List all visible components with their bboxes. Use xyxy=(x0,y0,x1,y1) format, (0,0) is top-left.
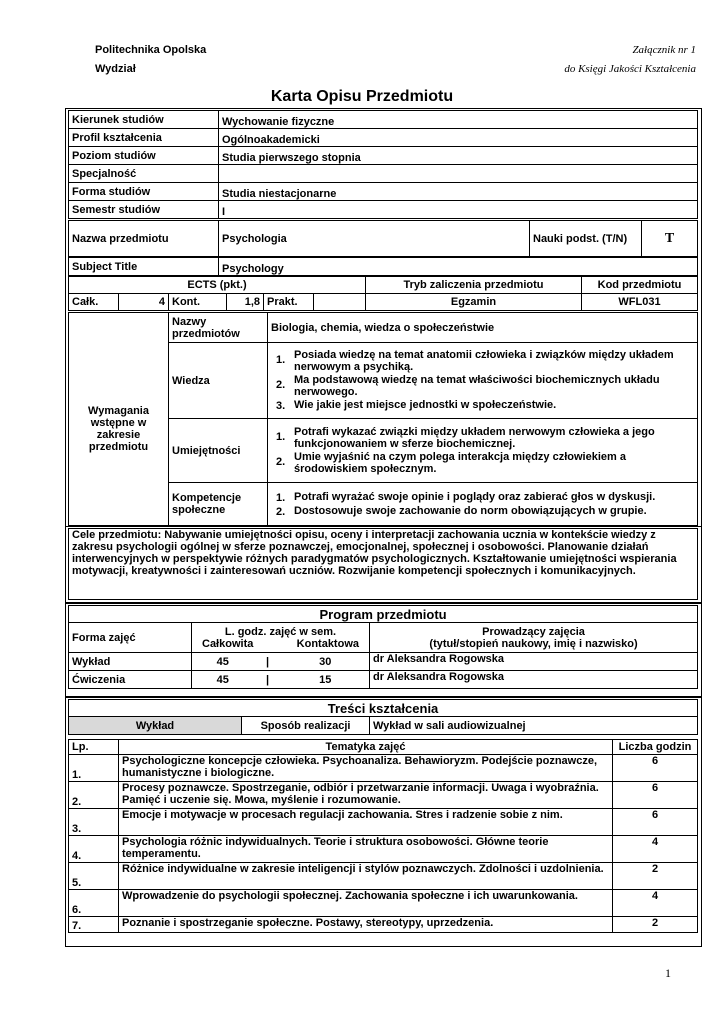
subject-title-value: Psychology xyxy=(219,258,698,276)
ects-table xyxy=(68,276,698,311)
content-title: Treści kształcenia xyxy=(69,700,698,717)
course-code-header: Kod przedmiotu xyxy=(582,277,698,294)
table-row: 2. Procesy poznawcze. Spostrzeganie, odbiór i przetwarzanie informacji. Uwaga i wyobraźnia. Pamięć i uczenie się. Mowa, myślenie i rozumowanie. 6 xyxy=(69,782,698,809)
table-row: 4. Psychologia różnic indywidualnych. Teorie i struktura osobowości. Główne teorie temperamentu. 4 xyxy=(69,836,698,863)
method-label: Sposób realizacji xyxy=(242,717,370,735)
content-header-table xyxy=(68,699,698,735)
requirements-table xyxy=(68,312,698,526)
content-type: Wykład xyxy=(69,717,242,735)
knowledge-label: Wiedza xyxy=(169,343,268,419)
basic-sciences-value: T xyxy=(642,221,698,257)
method-value: Wykład w sali audiowizualnej xyxy=(370,717,698,735)
table-row: Wykład 45 | 30 dr Aleksandra Rogowska xyxy=(69,653,698,671)
skills-list xyxy=(268,419,698,483)
hours-column-header: L. godz. zajęć w sem. Całkowita Kontaktowa xyxy=(192,623,370,653)
info-label: Profil kształcenia xyxy=(69,129,219,147)
info-value: Wychowanie fizyczne xyxy=(219,111,698,129)
info-label: Specjalność xyxy=(69,165,219,183)
info-row xyxy=(69,201,698,219)
info-label: Poziom studiów xyxy=(69,147,219,165)
table-row: Ćwiczenia 45 | 15 dr Aleksandra Rogowska xyxy=(69,671,698,689)
table-row: 6. Wprowadzenie do psychologii społecznej. Zachowania społeczne i ich uwarunkowania. 4 xyxy=(69,890,698,917)
topic-header: Tematyka zajęć xyxy=(119,740,613,755)
basic-sciences-label: Nauki podst. (T/N) xyxy=(530,221,642,257)
info-row xyxy=(69,147,698,165)
info-value: Studia pierwszego stopnia xyxy=(219,147,698,165)
course-name-label: Nazwa przedmiotu xyxy=(69,221,219,257)
topics-table xyxy=(68,739,698,933)
info-row xyxy=(69,129,698,147)
list-item: 1. Potrafi wykazać związki między układem nerwowym człowieka a jego funkcjonowaniem w sferze biochemicznej. xyxy=(276,426,655,450)
list-item: 3. Wie jakie jest miejsce jednostki w społeczeństwie. xyxy=(276,399,557,412)
list-item: 2. Umie wyjaśnić na czym polega interakcja między człowiekiem a środowiskiem społecznym. xyxy=(276,451,626,475)
info-row xyxy=(69,165,698,183)
ects-contact-label: Kont. xyxy=(169,294,227,311)
lp-header: Lp. xyxy=(69,740,119,755)
info-label: Kierunek studiów xyxy=(69,111,219,129)
competence-list xyxy=(268,483,698,526)
hours-header: Liczba godzin xyxy=(613,740,698,755)
book-reference: do Księgi Jakości Kształcenia xyxy=(564,63,696,75)
course-name-table xyxy=(68,220,698,257)
program-title: Program przedmiotu xyxy=(69,606,698,623)
info-label: Semestr studiów xyxy=(69,201,219,219)
table-row: 5. Różnice indywidualne w zakresie inteligencji i stylów poznawczych. Zdolności i uzdolnienia. 2 xyxy=(69,863,698,890)
info-value: I xyxy=(219,201,698,219)
table-row: 7. Poznanie i spostrzeganie społeczne. Postawy, stereotypy, uprzedzenia. 2 xyxy=(69,917,698,933)
knowledge-list xyxy=(268,343,698,419)
exam-mode-value: Egzamin xyxy=(366,294,582,311)
subject-title-table xyxy=(68,257,698,276)
info-row xyxy=(69,111,698,129)
subject-title-label: Subject Title xyxy=(69,258,219,276)
ects-practical-value xyxy=(314,294,366,311)
attachment-label: Załącznik nr 1 xyxy=(632,44,696,56)
ects-contact-value: 1,8 xyxy=(227,294,264,311)
list-item: 1. Posiada wiedzę na temat anatomii człowieka i związków między układem nerwowym a psychiką. xyxy=(276,349,674,373)
course-code-value: WFL031 xyxy=(582,294,698,311)
ects-total-value: 4 xyxy=(119,294,169,311)
course-name-value: Psychologia xyxy=(219,221,530,257)
exam-mode-header: Tryb zaliczenia przedmiotu xyxy=(366,277,582,294)
course-goals: Cele przedmiotu: Nabywanie umiejętności opisu, oceny i interpretacji zachowania ucznia w kontekście wiedzy z zakresu psychologii ogólnej w sferze poznawczej, emocjonalnej, społecznej i osobowości. Planowanie działań interwencyjnych w perspektywie różnych paradygmatów psychologicznych. Kształtowanie umiejętności wspierania motywacji, kreatywności i zainteresowań uczniów. Rozwijanie kompetencji społecznych i komunikacyjnych. xyxy=(69,529,698,600)
list-item: 2. Ma podstawową wiedzę na temat właściwości biochemicznych układu nerwowego. xyxy=(276,374,660,398)
teacher-column-header: Prowadzący zajęcia (tytuł/stopień naukowy, imię i nazwisko) xyxy=(370,623,698,653)
basic-info-table xyxy=(68,110,698,219)
table-row: 1. Psychologiczne koncepcje człowieka. Psychoanaliza. Behawioryzm. Podejście poznawcze, humanistyczne i biologiczne. 6 xyxy=(69,755,698,782)
ects-total-label: Całk. xyxy=(69,294,119,311)
prior-subjects-label: Nazwy przedmiotów xyxy=(169,313,268,343)
list-item: 2. Dostosowuje swoje zachowanie do norm obowiązujących w grupie. xyxy=(276,504,647,518)
program-table xyxy=(68,605,698,689)
info-value: Ogólnoakademicki xyxy=(219,129,698,147)
form-column-header: Forma zajęć xyxy=(69,623,192,653)
table-row: 3. Emocje i motywacje w procesach regulacji zachowania. Stres i radzenie sobie z nim. 6 xyxy=(69,809,698,836)
requirements-label: Wymagania wstępne w zakresie przedmiotu xyxy=(69,313,169,526)
faculty-name: Wydział xyxy=(95,63,136,75)
info-row xyxy=(69,183,698,201)
info-value xyxy=(219,165,698,183)
prior-subjects-value: Biologia, chemia, wiedza o społeczeństwie xyxy=(268,313,698,343)
competence-label: Kompetencje społeczne xyxy=(169,483,268,526)
info-label: Forma studiów xyxy=(69,183,219,201)
university-name: Politechnika Opolska xyxy=(95,44,207,56)
page-number: 1 xyxy=(665,966,671,980)
skills-label: Umiejętności xyxy=(169,419,268,483)
ects-practical-label: Prakt. xyxy=(264,294,314,311)
page-title: Karta Opisu Przedmiotu xyxy=(270,88,454,105)
info-value: Studia niestacjonarne xyxy=(219,183,698,201)
goals-table xyxy=(68,528,698,600)
list-item: 1. Potrafi wyrażać swoje opinie i poglądy oraz zabierać głos w dyskusji. xyxy=(276,490,656,504)
ects-header: ECTS (pkt.) xyxy=(69,277,366,294)
